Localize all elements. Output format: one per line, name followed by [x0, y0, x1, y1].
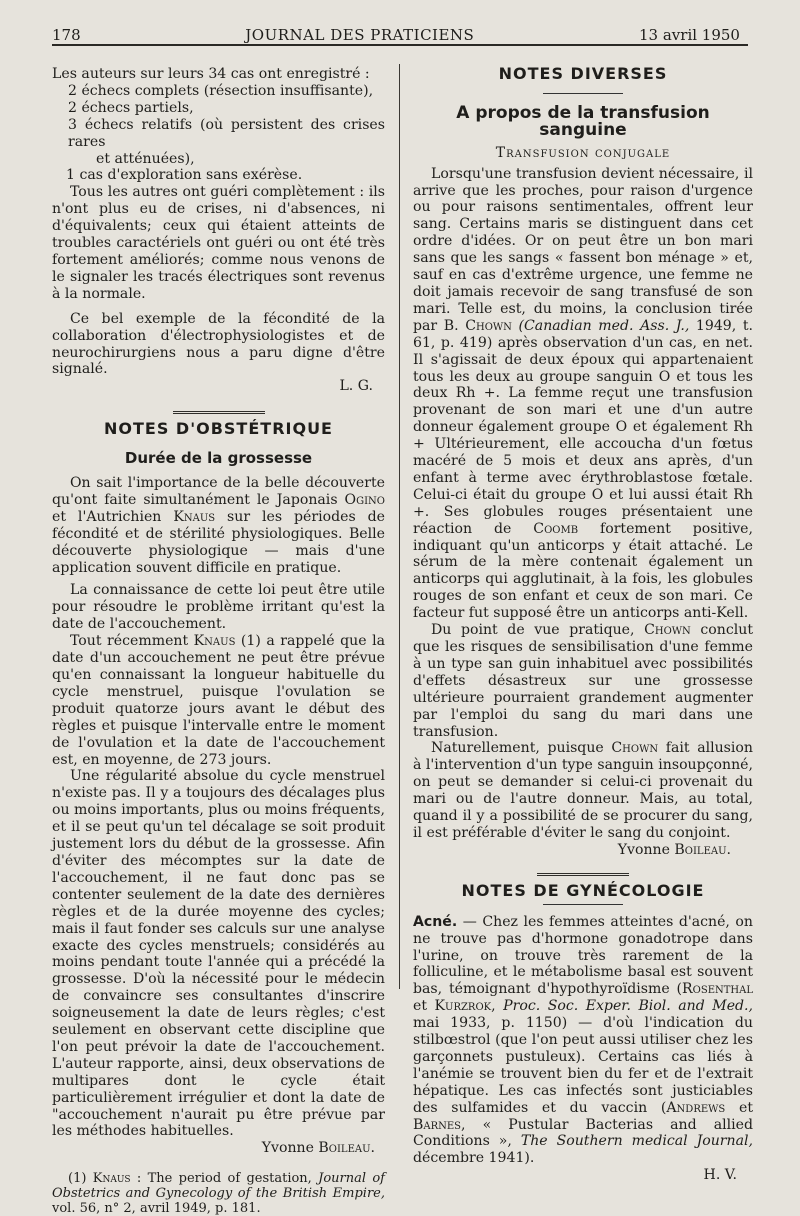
separator: [173, 411, 265, 415]
subsection-title-transfusion: A propos de la transfusion sanguine: [456, 102, 710, 140]
paragraph: Naturellement, puisque Chown fait allusion à l'intervention d'un type sanguin insoupçonné, on peut se demander si celui-ci provenait du mari ou de l'autre donneur. Mais, au total, quand il y a possibilité de se procurer du sang, il est préférable d'éviter le sang du conjoint.: [413, 740, 753, 841]
results-list: [52, 83, 385, 184]
separator: [537, 873, 629, 877]
list-item: 2 échecs partiels,: [68, 99, 194, 116]
paragraph: Tous les autres ont guéri complètement : ils n'ont plus eu de crises, ni d'absences, ni d'équivalents; ceux qui étaient atteints de troubles caractériels ont guéri ou ont été très fortement améliorés; comme nous venons de le signaler les tracés électriques sont revenus à la normale.: [52, 184, 385, 302]
journal-title: JOURNAL DES PRATICIENS: [245, 26, 475, 44]
header-rule: [52, 44, 748, 46]
subsection-title-grossesse: Durée de la grossesse: [124, 449, 313, 468]
list-item: 3 échecs relatifs (où persistent des crises rares: [68, 116, 385, 150]
page-header: [52, 20, 740, 44]
section-title-obstetrique: NOTES D'OBSTÉTRIQUE: [104, 419, 333, 439]
signature: H. V.: [703, 1167, 737, 1184]
signature: Yvonne Boileau.: [261, 1140, 375, 1157]
paragraph: La connaissance de cette loi peut être utile pour résoudre le problème irritant qu'est la date de l'accouchement.: [52, 582, 385, 633]
intro-text: Les auteurs sur leurs 34 cas ont enregistré :: [52, 66, 370, 82]
section-title-diverses: NOTES DIVERSES: [498, 64, 668, 83]
paragraph: Acné. — Chez les femmes atteintes d'acné, on ne trouve pas d'hormone gonadotrope dans l'urine, on trouve très rarement de la folliculine, et le métabolisme basal est souvent bas, témoignant d'hypothyroïdisme (Rosenthal et Kurzrok, Proc. Soc. Exper. Biol. and Med., mai 1933, p. 1150) — d'où l'indication du stilbœstrol (que l'on peut aussi utiliser chez les garçonnets pustuleux). Certains cas liés à l'anémie se trouvent bien du fer et de l'extrait hépatique. Les cas infectés sont justiciables des sulfamides et du vaccin (Andrews et Barnes, « Pustular Bacterias and allied Conditions », The Southern medical Journal, décembre 1941).: [413, 913, 754, 1167]
list-item: 2 échecs complets (résection insuffisante),: [68, 82, 374, 99]
separator: [543, 93, 623, 95]
acne-label: Acné.: [413, 913, 458, 930]
paragraph: On sait l'importance de la belle découverte qu'ont faite simultanément le Japonais Ogino et l'Autrichien Knaus sur les périodes de fécondité et de stérilité physiologiques. Belle découverte physiologique — mais d'une application souvent difficile en pratique.: [52, 475, 385, 576]
footnote: (1) Knaus : The period of gestation, Journal of Obstetrics and Gynecology of the British Empire, vol. 56, n° 2, avril 1949, p. 181.: [52, 1171, 385, 1216]
paragraph: Une régularité absolue du cycle menstruel n'existe pas. Il y a toujours des décalages plus ou moins importants, plus ou moins fréquents, et il se peut qu'un tel décalage se soit produit justement lors du début de la grossesse. Afin d'éviter des mécomptes sur la date de l'accouchement, il ne faut donc pas se contenter seulement de la date des dernières règles et de la durée moyenne des cycles; mais il faut fonder ses calculs sur une analyse exacte des cycles menstruels; considérés au moins pendant toute l'année qui a précédé la grossesse. D'où la nécessité pour le médecin de convaincre ses consultantes d'inscrire soigneusement la date de leurs règles; c'est seulement en observant cette discipline que l'on peut prévoir la date de l'accouchement. L'auteur rapporte, ainsi, deux observations de multipares dont le cycle était particulièrement irrégulier et dont la date de "accouchement n'aurait pu être prévue par les méthodes habituelles.: [52, 768, 385, 1140]
signature: Yvonne Boileau.: [617, 841, 731, 858]
section-title-gynecologie: NOTES DE GYNÉCOLOGIE: [461, 880, 705, 900]
right-column: [413, 66, 753, 1184]
left-column: [52, 66, 385, 1216]
issue-date: 13 avril 1950: [639, 26, 740, 44]
list-item: et atténuées),: [96, 150, 195, 167]
signature: L. G.: [339, 378, 373, 395]
paragraph: Ce bel exemple de la fécondité de la collaboration d'électrophysiologistes et de neurochirurgiens nous a paru digne d'être signalé.: [52, 310, 385, 378]
column-divider: [399, 64, 400, 989]
separator: [543, 904, 623, 906]
page-number: 178: [52, 26, 81, 44]
paragraph: Lorsqu'une transfusion devient nécessaire, il arrive que les proches, pour raison d'urgence ou pour raisons sentimentales, offrent leur sang. Certains maris se distinguent dans cet ordre d'idées. Or on peut être un bon mari sans que les sangs « fassent bon ménage » et, sauf en cas d'extrême urgence, une femme ne doit jamais recevoir de sang transfusé de son mari. Telle est, du moins, la conclusion tirée par B. Chown (Canadian med. Ass. J., 1949, t. 61, p. 419) après observation d'un cas, en net. Il s'agissait de deux époux qui appartenaient tous les deux au groupe sanguin O et tous les deux Rh +. La femme reçut une transfusion provenant de son mari et une d'un autre donneur également groupe O et également Rh + Ultérieurement, elle accoucha d'un fœtus macéré de 5 mois et deux ans après, d'un enfant à terme avec érythroblastose fœtale. Celui-ci était du groupe O et lui aussi était Rh +. Ses globules rouges présentaient une réaction de Coomb fortement positive, indiquant qu'un anticorps y était attaché. Le sérum de la mère contenait également un anticorps qui agglutinait, à la fois, les globules rouges de son enfant et ceux de son mari. Ce facteur fut supposé être un anticorps anti-Kell.: [413, 165, 753, 622]
paragraph: Tout récemment Knaus (1) a rappelé que la date d'un accouchement ne peut être prévue qu'en connaissant la longueur habituelle du cycle menstruel, puisque l'ovulation se produit quatorze jours avant le début des règles et puisque l'intervalle entre le moment de l'ovulation et la date de l'accouchement est, en moyenne, de 273 jours.: [52, 633, 385, 768]
list-item: 1 cas d'exploration sans exérèse.: [66, 167, 303, 184]
paragraph: Du point de vue pratique, Chown conclut que les risques de sensibilisation d'une femme à un type san guin inhabituel avec possibilités d'effets désastreux sur une grossesse ultérieure pourraient grandement augmenter par l'emploi du sang du mari dans une transfusion.: [413, 622, 753, 740]
subheading-transfusion-conjugale: Transfusion conjugale: [495, 144, 671, 161]
